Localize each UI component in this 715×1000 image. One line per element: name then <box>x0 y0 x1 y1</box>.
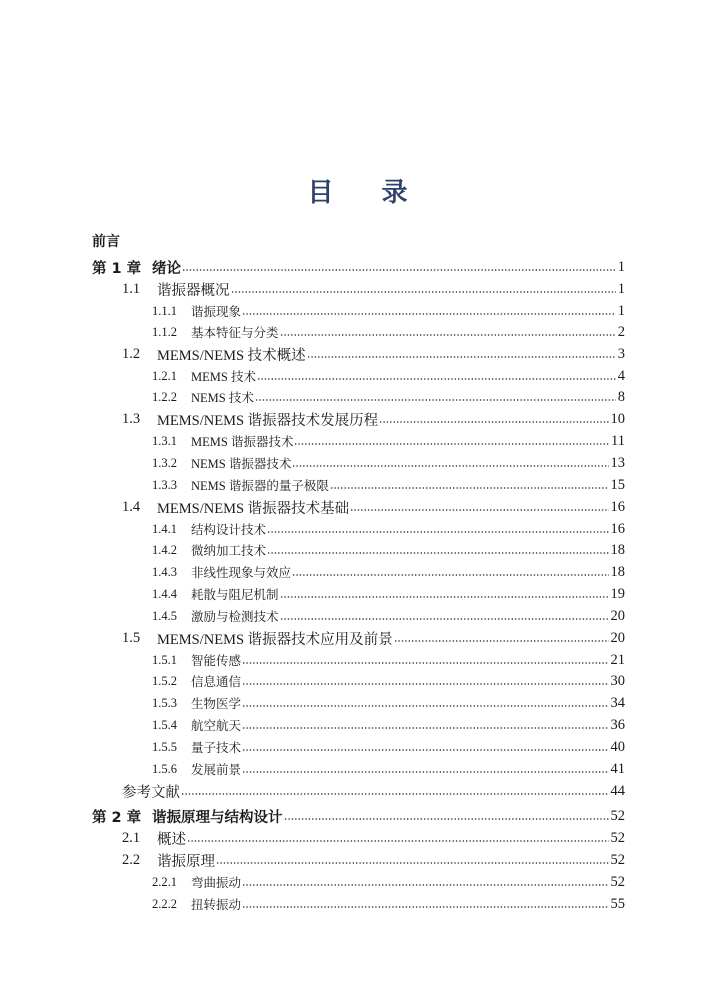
toc-subsection[interactable] <box>152 430 625 452</box>
toc-page-number: 16 <box>610 498 625 515</box>
leader-dots <box>242 662 608 664</box>
toc-number: 1.1.1 <box>152 303 177 318</box>
toc-label: 结构设计技术 <box>191 523 267 537</box>
toc-number: 1.5.2 <box>152 673 177 688</box>
toc-label: MEMS/NEMS 谐振器技术基础 <box>157 500 350 517</box>
toc-number: 1.4.2 <box>152 542 177 557</box>
toc-page-number: 18 <box>610 563 625 580</box>
toc-number: 1.3.1 <box>152 433 177 448</box>
leader-dots <box>255 399 616 401</box>
toc-section[interactable] <box>122 496 625 518</box>
toc-number: 1.4.3 <box>152 564 177 579</box>
toc-label: 发展前景 <box>191 763 242 777</box>
toc-page-number: 52 <box>610 851 625 868</box>
toc-number: 1.2.2 <box>152 389 177 404</box>
toc-number: 1.5.4 <box>152 717 177 732</box>
toc-number: 1.4.5 <box>152 608 177 623</box>
toc-page-number: 1 <box>617 258 625 275</box>
leader-dots <box>231 291 616 293</box>
toc-number: 1.5.6 <box>152 761 177 776</box>
toc-subsection[interactable] <box>152 561 625 583</box>
toc-number: 1.4.4 <box>152 586 177 601</box>
toc-subsection[interactable] <box>152 518 625 540</box>
leader-dots <box>267 531 608 533</box>
leader-dots <box>242 749 608 751</box>
toc-label: 生物医学 <box>191 697 242 711</box>
toc-number: 1.5.1 <box>152 652 177 667</box>
toc-label: MEMS 技术 <box>191 370 256 384</box>
toc-subsection[interactable] <box>152 670 625 692</box>
toc-section[interactable] <box>122 849 625 871</box>
toc-number: 2.1 <box>122 829 141 846</box>
title-char-1: 目 <box>307 178 334 208</box>
leader-dots <box>242 884 608 886</box>
toc-page-number: 20 <box>610 607 625 624</box>
leader-dots <box>182 269 616 271</box>
toc-number: 1.1 <box>122 280 141 297</box>
toc-label: MEMS/NEMS 技术概述 <box>157 347 306 364</box>
toc-subsection[interactable] <box>152 300 625 322</box>
toc-page-number: 52 <box>610 829 625 846</box>
toc-subsection[interactable] <box>152 649 625 671</box>
toc-page-number: 20 <box>610 629 625 646</box>
toc-section[interactable] <box>122 408 625 430</box>
toc-page-number: 52 <box>610 873 625 890</box>
leader-dots <box>242 727 608 729</box>
page-title <box>0 172 715 209</box>
toc-label: 量子技术 <box>191 741 242 755</box>
toc-label: 智能传感 <box>191 654 242 668</box>
toc-number: 1.2 <box>122 345 141 362</box>
toc-page-number: 41 <box>610 760 625 777</box>
toc-references[interactable] <box>122 780 625 802</box>
toc-number: 1.3.2 <box>152 455 177 470</box>
toc-subsection[interactable] <box>152 386 625 408</box>
toc-section[interactable] <box>122 827 625 849</box>
leader-dots <box>242 705 608 707</box>
toc-page-number: 11 <box>611 432 625 449</box>
toc-number: 1.4 <box>122 498 141 515</box>
toc-page-number: 16 <box>610 520 625 537</box>
toc-number: 2.2.1 <box>152 874 177 889</box>
toc-number: 1.1.2 <box>152 324 177 339</box>
toc-subsection[interactable] <box>152 871 625 893</box>
toc-subsection[interactable] <box>152 605 625 627</box>
toc-label: 非线性现象与效应 <box>191 566 292 580</box>
toc-page-number: 30 <box>610 672 625 689</box>
leader-dots <box>284 818 609 820</box>
toc-subsection[interactable] <box>152 474 625 496</box>
leader-dots <box>242 771 608 773</box>
toc-page-number: 52 <box>610 807 625 824</box>
leader-dots <box>257 378 616 380</box>
toc-page-number: 15 <box>610 476 625 493</box>
toc-label: 扭转振动 <box>191 898 242 912</box>
toc-section[interactable] <box>122 278 625 300</box>
toc-chapter[interactable] <box>92 256 625 278</box>
toc-label: 概述 <box>157 831 186 848</box>
toc-label: 谐振现象 <box>191 305 242 319</box>
toc-section[interactable] <box>122 627 625 649</box>
leader-dots <box>181 793 609 795</box>
toc-number: 2.2.2 <box>152 896 177 911</box>
leader-dots <box>242 683 608 685</box>
toc-label: MEMS/NEMS 谐振器技术应用及前景 <box>157 631 393 648</box>
toc-page-number: 1 <box>617 302 625 319</box>
leader-dots <box>280 618 609 620</box>
toc-subsection[interactable] <box>152 736 625 758</box>
leader-dots <box>242 906 608 908</box>
toc-subsection[interactable] <box>152 452 625 474</box>
toc-label: NEMS 技术 <box>191 391 254 405</box>
toc-page-number: 36 <box>610 716 625 733</box>
toc-label: 绪论 <box>152 260 181 277</box>
leader-dots <box>330 487 609 489</box>
toc-page-number: 2 <box>617 323 625 340</box>
toc-number: 1.2.1 <box>152 368 177 383</box>
leader-dots <box>280 334 616 336</box>
toc-label: 耗散与阻尼机制 <box>191 588 279 602</box>
toc-subsection[interactable] <box>152 583 625 605</box>
toc-subsection[interactable] <box>152 893 625 915</box>
toc-page-number: 21 <box>610 651 625 668</box>
toc-number: 2.2 <box>122 851 141 868</box>
toc-label: 谐振原理 <box>157 853 215 870</box>
leader-dots <box>292 574 608 576</box>
toc-label: 前言 <box>92 234 120 250</box>
toc-label: NEMS 谐振器的量子极限 <box>191 479 329 493</box>
toc-subsection[interactable] <box>152 539 625 561</box>
leader-dots <box>267 552 608 554</box>
toc-label: MEMS/NEMS 谐振器技术发展历程 <box>157 412 379 429</box>
leader-dots <box>307 356 616 358</box>
toc-page-number: 1 <box>617 280 625 297</box>
toc-subsection[interactable] <box>152 758 625 780</box>
toc-label: 弯曲振动 <box>191 876 242 890</box>
toc-label: 谐振器概况 <box>157 282 230 299</box>
toc-chapter[interactable] <box>92 805 625 827</box>
toc-preface[interactable] <box>92 230 625 252</box>
toc-page-number: 40 <box>610 738 625 755</box>
toc-page-number: 19 <box>610 585 625 602</box>
toc-label: 微纳加工技术 <box>191 544 267 558</box>
toc-subsection[interactable] <box>152 714 625 736</box>
leader-dots <box>379 421 608 423</box>
toc-number: 1.5.3 <box>152 695 177 710</box>
leader-dots <box>216 862 609 864</box>
toc-number: 1.3 <box>122 410 141 427</box>
toc-label: 激励与检测技术 <box>191 610 279 624</box>
toc-subsection[interactable] <box>152 692 625 714</box>
leader-dots <box>294 443 609 445</box>
toc-page-number: 55 <box>610 895 625 912</box>
toc-page-number: 34 <box>610 694 625 711</box>
toc-subsection[interactable] <box>152 321 625 343</box>
toc-number: 1.3.3 <box>152 477 177 492</box>
leader-dots <box>280 596 609 598</box>
toc-page-number: 8 <box>617 388 625 405</box>
toc-label: 谐振原理与结构设计 <box>152 809 283 826</box>
leader-dots <box>394 640 609 642</box>
toc-subsection[interactable] <box>152 365 625 387</box>
toc-number: 第 2 章 <box>92 809 142 826</box>
toc-label: 航空航天 <box>191 719 242 733</box>
toc-label: NEMS 谐振器技术 <box>191 457 292 471</box>
toc-label: MEMS 谐振器技术 <box>191 435 294 449</box>
toc-section[interactable] <box>122 343 625 365</box>
leader-dots <box>242 313 616 315</box>
toc-page-number: 18 <box>610 541 625 558</box>
toc-number: 第 1 章 <box>92 260 142 277</box>
toc-page-number: 4 <box>617 367 625 384</box>
toc-label: 参考文献 <box>122 784 180 801</box>
leader-dots <box>350 509 608 511</box>
leader-dots <box>292 465 608 467</box>
toc-page-number: 10 <box>610 410 625 427</box>
toc-number: 1.4.1 <box>152 521 177 536</box>
title-char-2: 录 <box>381 178 408 208</box>
leader-dots <box>187 840 609 842</box>
toc-label: 基本特征与分类 <box>191 326 279 340</box>
toc-number: 1.5.5 <box>152 739 177 754</box>
toc-page-number: 44 <box>610 782 625 799</box>
toc-page-number: 3 <box>617 345 625 362</box>
toc-number: 1.5 <box>122 629 141 646</box>
toc-page-number: 13 <box>610 454 625 471</box>
toc-label: 信息通信 <box>191 675 242 689</box>
